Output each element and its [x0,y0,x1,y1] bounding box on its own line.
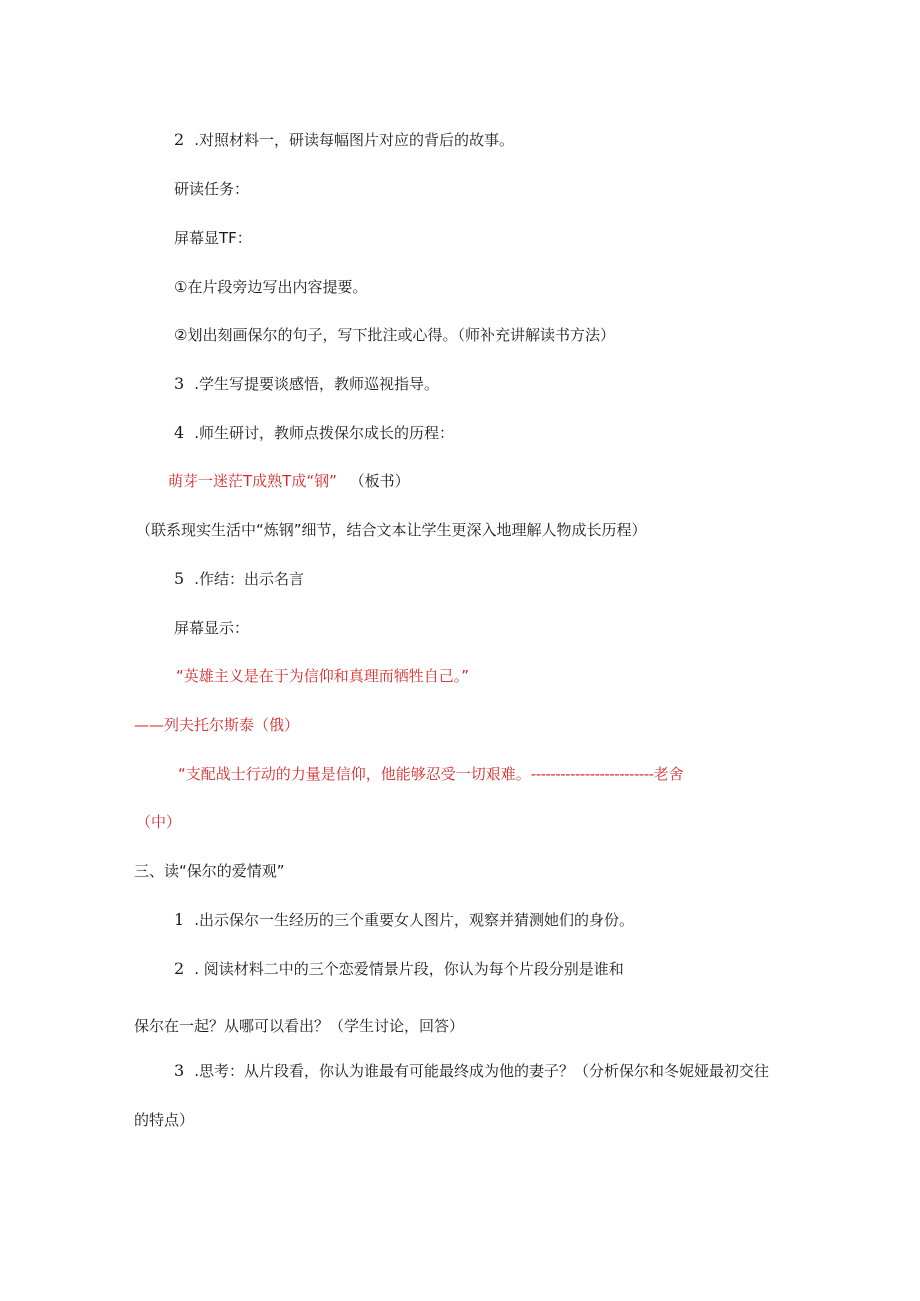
quote-tolstoy: “英雄主义是在于为信仰和真理而牺牲自己。” [176,667,470,685]
screen-display-label-2: 屏幕显示： [174,619,250,637]
quote-laoshe-author: 老舍 [653,765,684,783]
quote-laoshe-line [178,763,684,785]
step-4-line [174,422,454,444]
section-3-step-1 [174,909,634,931]
step-number: 1 [174,910,185,929]
growth-process-text: 萌芽一迷茫T成熟T成“钢” [168,472,337,490]
context-note: （联系现实生活中“炼钢”细节，结合文本让学生更深入地理解人物成长历程） [136,521,647,539]
step-number: 2 [174,959,185,978]
step-5-line [174,568,304,590]
quote-tolstoy-author: ——列夫托尔斯泰（俄） [134,716,300,734]
blackboard-note: （板书） [349,472,410,490]
screen-display-label: 屏幕显TF： [174,229,252,247]
step-text: .作结：出示名言 [194,570,304,588]
step-number: 5 [174,569,185,588]
step-2-line [174,129,514,151]
step-number: 3 [174,374,185,393]
task-item-1: ①在片段旁边写出内容提要。 [174,278,368,296]
section-3-step-2 [174,958,624,980]
step-number: 3 [174,1061,185,1080]
section-3-step-2-continued: 保尔在一起？从哪可以看出？（学生讨论，回答） [134,1017,465,1035]
growth-process-line [168,470,410,492]
step-text: .思考：从片段看，你认为谁最有可能最终成为他的妻子？（分析保尔和冬妮娅最初交往 [194,1062,769,1080]
section-3-step-3 [174,1060,769,1082]
task-heading: 研读任务： [174,180,250,198]
section-3-step-3-continued: 的特点） [134,1111,195,1129]
quote-laoshe: “支配战士行动的力量是信仰，他能够忍受一切艰难。 [178,765,531,783]
step-text: . 阅读材料二中的三个恋爱情景片段，你认为每个片段分别是谁和 [194,960,624,978]
step-3-line [174,373,439,395]
step-number: 4 [174,423,185,442]
section-3-heading: 三、读“保尔的爱情观” [134,862,285,880]
step-number: 2 [174,130,185,149]
step-text: .出示保尔一生经历的三个重要女人图片，观察并猜测她们的身份。 [194,911,634,929]
quote-laoshe-country: （中） [136,813,182,831]
step-text: .学生写提要谈感悟，教师巡视指导。 [194,375,439,393]
step-text: .师生研讨，教师点拨保尔成长的历程： [194,424,454,442]
quote-dashes: ------------------------- [530,765,654,783]
task-item-2: ②划出刻画保尔的句子，写下批注或心得。（师补充讲解读书方法） [174,326,615,344]
step-text: .对照材料一，研读每幅图片对应的背后的故事。 [194,131,514,149]
